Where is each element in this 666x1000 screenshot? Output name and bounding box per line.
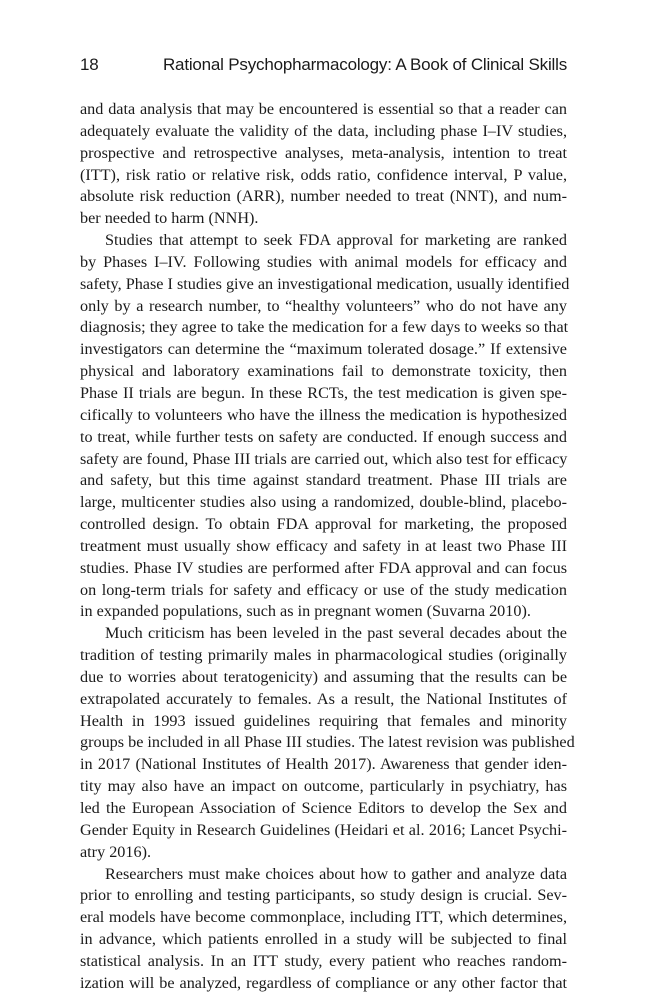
text-line: ber needed to harm (NNH). — [80, 209, 259, 228]
text-line: absolute risk reduction (ARR), number needed to treat (NNT), and num- — [80, 187, 567, 206]
paragraph — [80, 230, 570, 623]
text-line: and data analysis that may be encountered is essential so that a reader can — [80, 100, 567, 118]
text-line: safety are found, Phase III trials are carried out, which also test for efficacy — [80, 449, 568, 468]
text-line: prior to enrolling and testing participants, so study design is crucial. Sev- — [80, 886, 567, 905]
text-line: Studies that attempt to seek FDA approval for marketing are ranked — [105, 231, 567, 250]
text-line: tradition of testing primarily males in pharmacological studies (originally — [80, 646, 567, 665]
text-line: led the European Association of Science Editors to develop the Sex and — [80, 799, 567, 817]
paragraph — [80, 623, 575, 863]
text-line: in advance, which patients enrolled in a study will be subjected to final — [80, 930, 567, 949]
text-line: (ITT), risk ratio or relative risk, odds ratio, confidence interval, P value, — [80, 165, 567, 184]
text-line: eral models have become commonplace, including ITT, which determines, — [80, 908, 567, 927]
text-line: in expanded populations, such as in pregnant women (Suvarna 2010). — [80, 602, 531, 621]
text-line: statistical analysis. In an ITT study, every patient who reaches random- — [80, 951, 567, 970]
text-line: diagnosis; they agree to take the medication for a few days to weeks so that — [80, 318, 569, 337]
text-line: to treat, while further tests on safety are conducted. If enough success and — [80, 427, 567, 446]
paragraph — [80, 864, 567, 995]
text-line: on long-term trials for safety and efficacy or use of the study medication — [80, 580, 567, 599]
text-line: Health in 1993 issued guidelines requiring that females and minority — [80, 711, 567, 730]
text-line: investigators can determine the “maximum tolerated dosage.” If extensive — [80, 340, 567, 359]
text-line: in 2017 (National Institutes of Health 2017). Awareness that gender iden- — [80, 755, 567, 774]
text-line: cifically to volunteers who have the illness the medication is hypothesized — [80, 405, 567, 424]
page-number: 18 — [80, 55, 99, 74]
text-line: safety, Phase I studies give an investigational medication, usually identified — [80, 274, 570, 293]
text-line: ization will be analyzed, regardless of compliance or any other factor that — [80, 973, 567, 992]
text-line: and safety, but this time against standard treatment. Phase III trials are — [80, 471, 567, 490]
paragraph — [80, 99, 567, 230]
text-line: only by a research number, to “healthy volunteers” who do not have any — [80, 296, 567, 315]
text-line: Researchers must make choices about how to gather and analyze data — [105, 864, 567, 883]
text-line: adequately evaluate the validity of the data, including phase I–IV studies, — [80, 121, 567, 140]
text-line: prospective and retrospective analyses, meta-analysis, intention to treat — [80, 143, 567, 162]
text-line: Phase II trials are begun. In these RCTs, the test medication is given spe- — [80, 383, 567, 402]
running-head — [80, 55, 567, 81]
text-line: physical and laboratory examinations fail to demonstrate toxicity, then — [80, 362, 567, 381]
text-line: tity may also have an impact on outcome, particularly in psychiatry, has — [80, 777, 567, 796]
text-line: Gender Equity in Research Guidelines (Heidari et al. 2016; Lancet Psychi- — [80, 820, 567, 839]
book-title: Rational Psychopharmacology: A Book of Clinical Skills — [162, 55, 567, 74]
text-line: studies. Phase IV studies are performed after FDA approval and can focus — [80, 558, 567, 577]
text-line: by Phases I–IV. Following studies with animal models for efficacy and — [80, 252, 567, 271]
text-line: atry 2016). — [80, 842, 152, 861]
text-line: large, multicenter studies also using a randomized, double-blind, placebo- — [80, 493, 567, 512]
text-line: controlled design. To obtain FDA approval for marketing, the proposed — [80, 515, 567, 534]
text-line: treatment must usually show efficacy and safety in at least two Phase III — [80, 536, 567, 555]
text-line: extrapolated accurately to females. As a result, the National Institutes of — [80, 689, 567, 708]
text-line: Much criticism has been leveled in the past several decades about the — [105, 624, 567, 643]
text-line: groups be included in all Phase III studies. The latest revision was published — [80, 733, 575, 752]
body-text — [80, 99, 575, 995]
text-line: due to worries about teratogenicity) and assuming that the results can be — [80, 667, 567, 686]
